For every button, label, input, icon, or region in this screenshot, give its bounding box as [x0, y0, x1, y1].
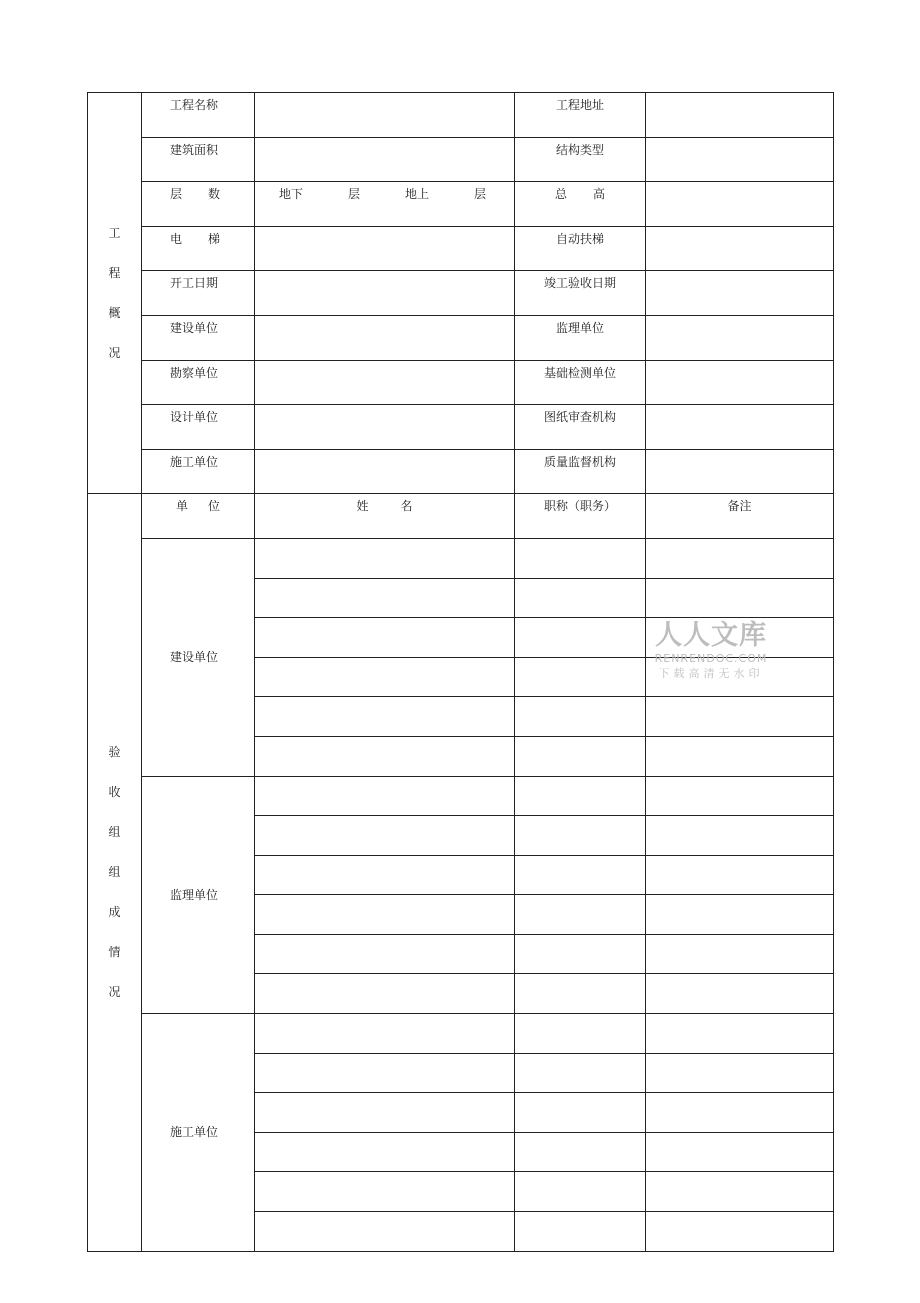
field-drawing-review[interactable]: [646, 405, 834, 450]
label-project-address: 工程地址: [515, 93, 646, 138]
cell-notes[interactable]: [646, 974, 834, 1014]
field-completion-date[interactable]: [646, 271, 834, 316]
row-elevator: [88, 226, 834, 271]
field-project-name[interactable]: [255, 93, 515, 138]
cell-name[interactable]: [255, 776, 515, 816]
cell-title[interactable]: [515, 1053, 646, 1093]
cell-notes[interactable]: [646, 1132, 834, 1172]
cell-name[interactable]: [255, 697, 515, 737]
cell-notes[interactable]: [646, 697, 834, 737]
cell-title[interactable]: [515, 1093, 646, 1133]
header-unit: 单 位: [142, 494, 255, 539]
cell-name[interactable]: [255, 934, 515, 974]
cell-title[interactable]: [515, 855, 646, 895]
cell-name[interactable]: [255, 895, 515, 935]
label-total-height: 总 高: [515, 182, 646, 227]
label-aboveground: 地上: [404, 187, 429, 202]
label-survey: 勘察单位: [142, 360, 255, 405]
group-builder-label: 建设单位: [142, 538, 255, 776]
label-builder: 建设单位: [142, 315, 255, 360]
cell-title[interactable]: [515, 1172, 646, 1212]
cell-name[interactable]: [255, 578, 515, 618]
cell-name[interactable]: [255, 618, 515, 658]
cell-title[interactable]: [515, 776, 646, 816]
field-structure-type[interactable]: [646, 137, 834, 182]
field-designer[interactable]: [255, 405, 515, 450]
cell-title[interactable]: [515, 1132, 646, 1172]
cell-name[interactable]: [255, 855, 515, 895]
field-constructor[interactable]: [255, 449, 515, 494]
label-building-area: 建筑面积: [142, 137, 255, 182]
cell-title[interactable]: [515, 816, 646, 856]
watermark-domain: RENRENDOC.COM: [654, 652, 768, 665]
cell-name[interactable]: [255, 538, 515, 578]
field-elevator[interactable]: [255, 226, 515, 271]
row-constructor: [88, 449, 834, 494]
cell-notes[interactable]: [646, 934, 834, 974]
cell-title[interactable]: [515, 618, 646, 658]
cell-title[interactable]: [515, 974, 646, 1014]
label-quality-supervision: 质量监督机构: [515, 449, 646, 494]
cell-notes[interactable]: [646, 816, 834, 856]
row-survey: [88, 360, 834, 405]
row-builder: [88, 315, 834, 360]
label-constructor: 施工单位: [142, 449, 255, 494]
field-start-date[interactable]: [255, 271, 515, 316]
cell-notes[interactable]: [646, 1014, 834, 1054]
field-floors[interactable]: [255, 182, 515, 227]
label-designer: 设计单位: [142, 405, 255, 450]
field-escalator[interactable]: [646, 226, 834, 271]
header-name: 姓 名: [255, 494, 515, 539]
cell-title[interactable]: [515, 697, 646, 737]
cell-notes[interactable]: [646, 855, 834, 895]
row-project-name: [88, 93, 834, 138]
label-project-name: 工程名称: [142, 93, 255, 138]
cell-name[interactable]: [255, 1132, 515, 1172]
cell-name[interactable]: [255, 1172, 515, 1212]
label-escalator: 自动扶梯: [515, 226, 646, 271]
field-total-height[interactable]: [646, 182, 834, 227]
label-supervisor: 监理单位: [515, 315, 646, 360]
label-foundation-test: 基础检测单位: [515, 360, 646, 405]
label-drawing-review: 图纸审查机构: [515, 405, 646, 450]
cell-notes[interactable]: [646, 776, 834, 816]
label-elevator: 电 梯: [142, 226, 255, 271]
cell-title[interactable]: [515, 578, 646, 618]
watermark-title: 人人文库: [655, 620, 767, 651]
watermark: [646, 620, 776, 681]
header-title: 职称（职务）: [515, 494, 646, 539]
cell-name[interactable]: [255, 1053, 515, 1093]
row-team-header: [88, 494, 834, 539]
cell-title[interactable]: [515, 934, 646, 974]
cell-notes[interactable]: [646, 578, 834, 618]
cell-title[interactable]: [515, 736, 646, 776]
cell-notes[interactable]: [646, 1053, 834, 1093]
section-overview-label: 工 程 概 况: [88, 93, 142, 494]
cell-title[interactable]: [515, 657, 646, 697]
section-team-label: 验 收 组 组 成 情 况: [88, 494, 142, 1251]
label-start-date: 开工日期: [142, 271, 255, 316]
table-row: [88, 538, 834, 578]
row-dates: [88, 271, 834, 316]
row-floors: [88, 182, 834, 227]
cell-notes[interactable]: [646, 736, 834, 776]
cell-title[interactable]: [515, 1014, 646, 1054]
table-row: [88, 1014, 834, 1054]
field-project-address[interactable]: [646, 93, 834, 138]
cell-notes[interactable]: [646, 538, 834, 578]
group-supervisor-label: 监理单位: [142, 776, 255, 1014]
field-supervisor[interactable]: [646, 315, 834, 360]
label-underground: 地下: [279, 187, 304, 202]
label-underground-unit: 层: [347, 187, 360, 202]
row-designer: [88, 405, 834, 450]
cell-notes[interactable]: [646, 1093, 834, 1133]
label-aboveground-unit: 层: [473, 187, 486, 202]
field-quality-supervision[interactable]: [646, 449, 834, 494]
field-foundation-test[interactable]: [646, 360, 834, 405]
watermark-subtitle: 下载高清无水印: [658, 667, 764, 680]
row-building-area: [88, 137, 834, 182]
field-survey[interactable]: [255, 360, 515, 405]
label-floors: 层 数: [142, 182, 255, 227]
cell-title[interactable]: [515, 1212, 646, 1252]
cell-notes[interactable]: [646, 1172, 834, 1212]
cell-name[interactable]: [255, 736, 515, 776]
cell-name[interactable]: [255, 1212, 515, 1252]
cell-notes[interactable]: [646, 895, 834, 935]
cell-name[interactable]: [255, 1014, 515, 1054]
cell-name[interactable]: [255, 816, 515, 856]
field-building-area[interactable]: [255, 137, 515, 182]
cell-notes[interactable]: [646, 1212, 834, 1252]
cell-name[interactable]: [255, 974, 515, 1014]
header-notes: 备注: [646, 494, 834, 539]
label-completion-date: 竣工验收日期: [515, 271, 646, 316]
field-builder[interactable]: [255, 315, 515, 360]
table-row: [88, 776, 834, 816]
cell-title[interactable]: [515, 538, 646, 578]
group-constructor-label: 施工单位: [142, 1014, 255, 1252]
cell-title[interactable]: [515, 895, 646, 935]
label-structure-type: 结构类型: [515, 137, 646, 182]
cell-name[interactable]: [255, 1093, 515, 1133]
cell-name[interactable]: [255, 657, 515, 697]
